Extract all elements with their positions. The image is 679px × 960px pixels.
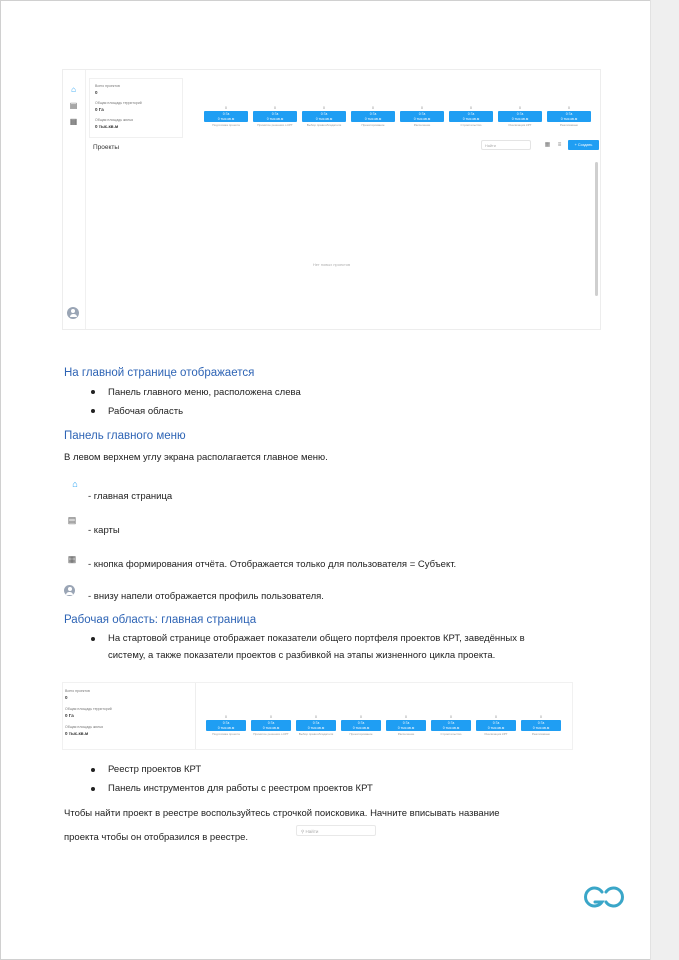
- stats-divider: [195, 683, 196, 749]
- search-instructions-line: проекта чтобы он отобразился в реестре.: [64, 832, 249, 843]
- stat-label: Общая площадь жилья: [95, 118, 134, 122]
- stage-caption: Реализовано: [531, 732, 551, 736]
- search-instructions-line: Чтобы найти проект в реестре воспользуйтесь строчкой поисковика. Начните вписывать название: [64, 808, 500, 819]
- stage-box: [251, 720, 291, 731]
- stage-box: [521, 720, 561, 731]
- stage-box: [547, 111, 591, 122]
- bullet-dot: [91, 787, 95, 791]
- lifecycle-stages: [206, 715, 570, 747]
- stage-housing: 0 тыс.кв.м: [413, 116, 431, 121]
- stage-count: 0: [372, 106, 374, 110]
- stage-caption: Расселение: [397, 732, 415, 736]
- search-placeholder: Найти: [305, 829, 319, 834]
- stat-label: Общая площадь жилья: [65, 725, 104, 729]
- dashboard-screenshot: [62, 69, 601, 330]
- stat-value: 0 Га: [65, 713, 74, 718]
- portfolio-stats-screenshot: [62, 682, 573, 750]
- empty-registry-message: Нет новых проектов: [312, 262, 351, 267]
- stage-housing: 0 тыс.кв.м: [315, 116, 333, 121]
- stage-housing: 0 тыс.кв.м: [352, 725, 370, 730]
- stage-area: 0 Га: [418, 112, 426, 116]
- stage-caption: Строительство: [440, 732, 462, 736]
- stage-caption: Расселение: [413, 123, 431, 127]
- stage-count: 0: [225, 715, 227, 719]
- stat-value: 0 тыс.кв.м: [95, 124, 119, 129]
- bullet-dot: [91, 390, 95, 394]
- stage-count: 0: [540, 715, 542, 719]
- bullet-dot: [91, 409, 95, 413]
- stat-value: 0: [95, 90, 98, 95]
- stat-label: Всего проектов: [95, 84, 120, 88]
- stage-caption: Строительство: [460, 123, 482, 127]
- stage-caption: Выбор правообладателя: [298, 732, 334, 736]
- stage-box: [296, 720, 336, 731]
- document-scrollbar-track[interactable]: [650, 0, 679, 960]
- projects-title: Проекты: [93, 144, 120, 151]
- map-icon[interactable]: ▤: [69, 101, 78, 110]
- stage-area: 0 Га: [222, 112, 230, 116]
- bullet-dot: [91, 768, 95, 772]
- stage-box: [351, 111, 395, 122]
- stat-value: 0 Га: [95, 107, 104, 112]
- stage-area: 0 Га: [565, 112, 573, 116]
- stage-housing: 0 тыс.кв.м: [364, 116, 382, 121]
- menu-item-text: - внизу напели отображается профиль пользователя.: [88, 591, 324, 602]
- stage-housing: 0 тыс.кв.м: [262, 725, 280, 730]
- menu-item-text: - кнопка формирования отчёта. Отображается только для пользователя = Субъект.: [88, 559, 457, 570]
- stage-area: 0 Га: [271, 112, 279, 116]
- stat-value: 0 тыс.кв.м: [65, 731, 89, 736]
- stage-housing: 0 тыс.кв.м: [487, 725, 505, 730]
- stage-caption: Реализация КРТ: [508, 123, 532, 127]
- main-menu-panel: [63, 70, 86, 329]
- stage-box: [449, 111, 493, 122]
- registry-bullet: Панель инструментов для работы с реестром проектов КРТ: [108, 783, 373, 794]
- stage-count: 0: [225, 106, 227, 110]
- stage-count: 0: [568, 106, 570, 110]
- list-view-icon[interactable]: ≡: [557, 142, 562, 148]
- work-bullet-line: На стартовой странице отображает показатели общего портфеля проектов КРТ, заведённых в: [108, 633, 525, 644]
- report-icon[interactable]: ▦: [69, 117, 78, 126]
- stage-box: [253, 111, 297, 122]
- registry-bullet: Реестр проектов КРТ: [108, 764, 202, 775]
- section-heading-menu: Панель главного меню: [64, 430, 186, 442]
- portfolio-stats: [63, 683, 193, 747]
- search-input[interactable]: [481, 140, 531, 150]
- stat-label: Общая площадь территорий: [65, 707, 112, 711]
- user-icon: [64, 585, 75, 596]
- section-heading-work-area: Рабочая область: главная страница: [64, 614, 257, 626]
- stage-count: 0: [270, 715, 272, 719]
- stage-housing: 0 тыс.кв.м: [307, 725, 325, 730]
- stage-caption: Принятие решения о КРТ: [257, 123, 293, 127]
- stage-caption: Принятие решения о КРТ: [253, 732, 289, 736]
- search-placeholder: Найти: [485, 144, 496, 148]
- work-bullet-line: систему, а также показатели проектов с разбивкой на этапы жизненного цикла проекта.: [108, 650, 496, 661]
- stage-housing: 0 тыс.кв.м: [217, 725, 235, 730]
- user-profile-icon[interactable]: [67, 307, 79, 319]
- bullet-dot: [91, 637, 95, 641]
- stat-label: Общая площадь территорий: [95, 101, 142, 105]
- stage-caption: Проектирование: [349, 732, 373, 736]
- stage-housing: 0 тыс.кв.м: [266, 116, 284, 121]
- stage-housing: 0 тыс.кв.м: [442, 725, 460, 730]
- section-heading-main: На главной странице отображается: [64, 367, 255, 379]
- stage-housing: 0 тыс.кв.м: [397, 725, 415, 730]
- report-icon: ▦: [67, 554, 77, 564]
- brand-logo: [583, 884, 625, 910]
- stage-box: [498, 111, 542, 122]
- stage-housing: 0 тыс.кв.м: [217, 116, 235, 121]
- stage-housing: 0 тыс.кв.м: [462, 116, 480, 121]
- stage-box: [206, 720, 246, 731]
- main-bullet: Панель главного меню, расположена слева: [108, 387, 301, 398]
- stage-area: 0 Га: [467, 112, 475, 116]
- search-icon: ⚲: [301, 829, 306, 834]
- stage-area: 0 Га: [369, 112, 377, 116]
- stage-count: 0: [323, 106, 325, 110]
- menu-item-text: - главная страница: [88, 491, 173, 502]
- stage-housing: 0 тыс.кв.м: [560, 116, 578, 121]
- search-input[interactable]: [296, 825, 376, 836]
- stage-count: 0: [360, 715, 362, 719]
- portfolio-stats: [89, 78, 183, 138]
- menu-item-text: - карты: [88, 525, 120, 536]
- stage-caption: Выбор правообладателя: [306, 123, 342, 127]
- main-bullet: Рабочая область: [108, 406, 184, 417]
- stage-count: 0: [405, 715, 407, 719]
- stage-area: 0 Га: [516, 112, 524, 116]
- stage-count: 0: [470, 106, 472, 110]
- stage-caption: Реализация КРТ: [484, 732, 508, 736]
- grid-view-icon[interactable]: ▦: [544, 142, 551, 148]
- stage-area: 0 Га: [267, 721, 275, 725]
- home-icon[interactable]: ⌂: [71, 85, 76, 94]
- stage-count: 0: [315, 715, 317, 719]
- stage-count: 0: [495, 715, 497, 719]
- stage-count: 0: [274, 106, 276, 110]
- stage-housing: 0 тыс.кв.м: [532, 725, 550, 730]
- stage-box: [400, 111, 444, 122]
- stage-count: 0: [421, 106, 423, 110]
- map-icon: ▤: [67, 515, 77, 525]
- stage-area: 0 Га: [357, 721, 365, 725]
- menu-intro: В левом верхнем углу экрана располагается главное меню.: [64, 452, 328, 463]
- stage-housing: 0 тыс.кв.м: [511, 116, 529, 121]
- stage-area: 0 Га: [492, 721, 500, 725]
- home-icon: ⌂: [72, 479, 78, 489]
- registry-scrollbar[interactable]: [595, 162, 598, 296]
- stage-box: [302, 111, 346, 122]
- stage-area: 0 Га: [222, 721, 230, 725]
- stage-caption: Подготовка проекта: [212, 123, 240, 127]
- stage-box: [341, 720, 381, 731]
- stage-box: [204, 111, 248, 122]
- stat-value: 0: [65, 695, 68, 700]
- stage-caption: Реализовано: [559, 123, 579, 127]
- stage-count: 0: [519, 106, 521, 110]
- add-project-button[interactable]: + Создать: [568, 140, 599, 150]
- stage-area: 0 Га: [447, 721, 455, 725]
- lifecycle-stages: [204, 106, 600, 136]
- stage-box: [431, 720, 471, 731]
- stage-area: 0 Га: [320, 112, 328, 116]
- stage-box: [386, 720, 426, 731]
- stat-label: Всего проектов: [65, 689, 90, 693]
- stage-caption: Подготовка проекта: [212, 732, 240, 736]
- stage-box: [476, 720, 516, 731]
- stage-area: 0 Га: [537, 721, 545, 725]
- stage-count: 0: [450, 715, 452, 719]
- stage-caption: Проектирование: [361, 123, 385, 127]
- stage-area: 0 Га: [402, 721, 410, 725]
- stage-area: 0 Га: [312, 721, 320, 725]
